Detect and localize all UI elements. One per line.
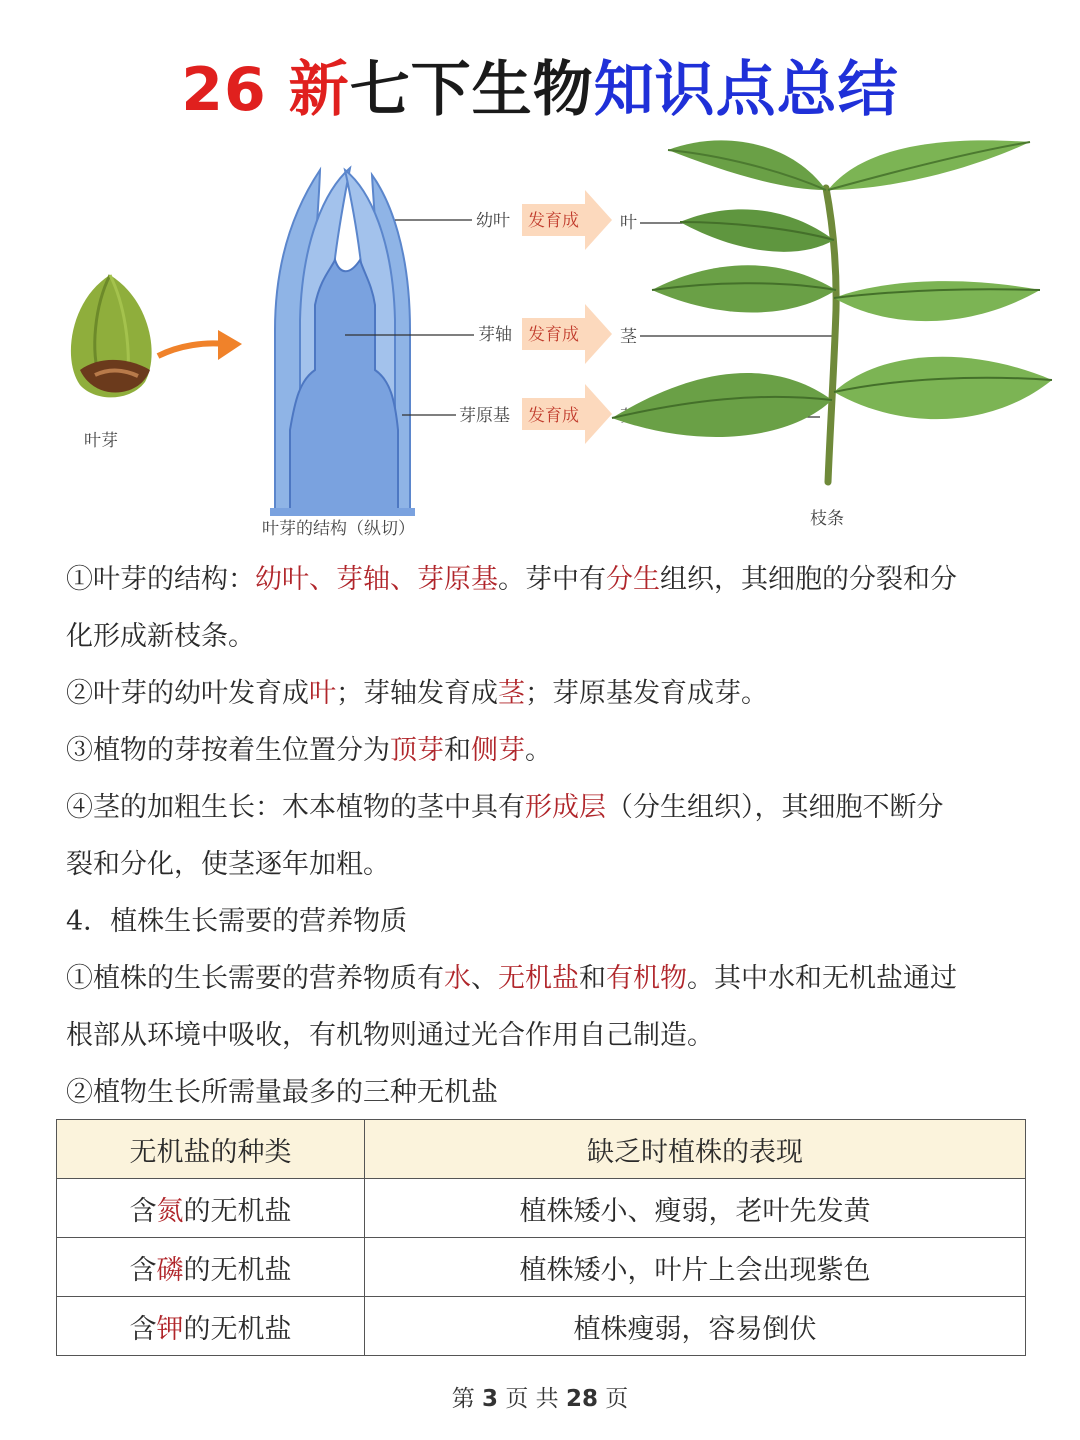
paragraph-line [66, 727, 1026, 784]
highlight-term: 钾 [156, 1313, 184, 1345]
text-run: 、 [309, 564, 336, 595]
page-title [0, 42, 1080, 128]
table-cell-effect: 植株瘦弱，容易倒伏 [365, 1297, 1026, 1356]
highlight-term: 顶芽 [390, 735, 444, 766]
page-footer [0, 1380, 1080, 1413]
highlight-term: 磷 [156, 1254, 184, 1286]
part-label: 芽原基 [459, 406, 510, 426]
table-cell-salt [57, 1238, 365, 1297]
text-run: 根部从环境中吸收，有机物则通过光合作用自己制造。 [66, 1020, 714, 1051]
text-run: 组织，其细胞的分裂和分 [660, 564, 957, 595]
text-run: 的无机盐 [183, 1254, 292, 1286]
paragraph-line [66, 1012, 1026, 1069]
text-run: 。 [525, 735, 552, 766]
heading-text: 4．植株生长需要的营养物质 [66, 906, 408, 937]
title-part-red: 26 新 [181, 55, 350, 125]
text-run: 裂和分化，使茎逐年加粗。 [66, 849, 390, 880]
highlight-term: 幼叶 [255, 564, 309, 595]
part-label: 幼叶 [476, 211, 510, 231]
result-label: 叶 [620, 213, 637, 233]
text-run: ；芽原基发育成芽。 [525, 678, 768, 709]
table-cell-effect: 植株矮小、瘦弱，老叶先发黄 [365, 1179, 1026, 1238]
develop-label: 发育成 [528, 211, 579, 231]
highlight-term: 水 [444, 963, 471, 994]
text-run: 化形成新枝条。 [66, 621, 255, 652]
highlight-term: 芽轴 [336, 564, 390, 595]
highlight-term: 茎 [498, 678, 525, 709]
text-run: ①叶芽的结构： [66, 564, 255, 595]
structure-row-3 [459, 406, 637, 427]
paragraph-line [66, 841, 1026, 898]
footer-text: 页 共 [505, 1386, 559, 1412]
text-run: 的无机盐 [183, 1195, 292, 1227]
section-caption: 叶芽的结构（纵切） [262, 519, 415, 539]
highlight-term: 芽原基 [417, 564, 498, 595]
paragraph-line [66, 670, 1026, 727]
title-part-black: 七下生物 [349, 55, 594, 125]
highlight-term: 有机物 [606, 963, 687, 994]
table-header-row [57, 1120, 1026, 1179]
highlight-term: 分生 [606, 564, 660, 595]
structure-row-1 [476, 211, 637, 233]
paragraph-line [66, 784, 1026, 841]
paragraph-line [66, 1069, 1026, 1126]
table-row [57, 1238, 1026, 1297]
text-run: ；芽轴发育成 [336, 678, 498, 709]
text-run: （分生组织），其细胞不断分 [606, 792, 944, 823]
text-run: 含 [129, 1195, 157, 1227]
text-run: 含 [129, 1313, 157, 1345]
paragraph-line [66, 556, 1026, 613]
table-header-cell: 无机盐的种类 [57, 1120, 365, 1179]
text-run: ③植物的芽按着生位置分为 [66, 735, 390, 766]
branch-caption: 枝条 [810, 509, 844, 529]
content-body [66, 556, 1026, 1126]
section-heading [66, 898, 1026, 955]
leaf-bud-figure [0, 130, 1080, 560]
part-label: 芽轴 [478, 325, 512, 345]
page-total: 28 [565, 1386, 598, 1412]
text-run: 、 [471, 963, 498, 994]
text-run: ①植株的生长需要的营养物质有 [66, 963, 444, 994]
table-row [57, 1179, 1026, 1238]
arrow-right-icon [158, 330, 242, 360]
table-header-cell: 缺乏时植株的表现 [365, 1120, 1026, 1179]
text-run: 和 [444, 735, 471, 766]
highlight-term: 氮 [156, 1195, 184, 1227]
text-run: ②植物生长所需量最多的三种无机盐 [66, 1077, 498, 1108]
text-run: 、 [390, 564, 417, 595]
text-run: ④茎的加粗生长：木本植物的茎中具有 [66, 792, 525, 823]
table-cell-effect: 植株矮小，叶片上会出现紫色 [365, 1238, 1026, 1297]
branch-illustration [612, 140, 1052, 482]
paragraph-line [66, 613, 1026, 670]
highlight-term: 无机盐 [498, 963, 579, 994]
title-part-blue: 知识点总结 [593, 55, 899, 125]
text-run: 。其中水和无机盐通过 [687, 963, 957, 994]
table-cell-salt [57, 1179, 365, 1238]
footer-text: 第 [451, 1386, 475, 1412]
highlight-term: 形成层 [525, 792, 606, 823]
bud-label: 叶芽 [84, 431, 118, 451]
structure-row-2 [478, 325, 639, 347]
text-run: 的无机盐 [183, 1313, 292, 1345]
paragraph-line [66, 955, 1026, 1012]
text-run: 含 [129, 1254, 157, 1286]
highlight-term: 侧芽 [471, 735, 525, 766]
text-run: 。芽中有 [498, 564, 606, 595]
text-run: ②叶芽的幼叶发育成 [66, 678, 309, 709]
footer-text: 页 [605, 1386, 629, 1412]
leaf-bud-icon [71, 275, 152, 397]
highlight-term: 叶 [309, 678, 336, 709]
develop-label: 发育成 [528, 325, 579, 345]
mineral-salt-table [56, 1119, 1026, 1356]
table-cell-salt [57, 1297, 365, 1356]
bud-section-illustration [270, 168, 415, 516]
text-run: 和 [579, 963, 606, 994]
table-row [57, 1297, 1026, 1356]
develop-label: 发育成 [528, 406, 579, 426]
result-label: 茎 [620, 327, 637, 347]
page-number: 3 [482, 1386, 499, 1412]
